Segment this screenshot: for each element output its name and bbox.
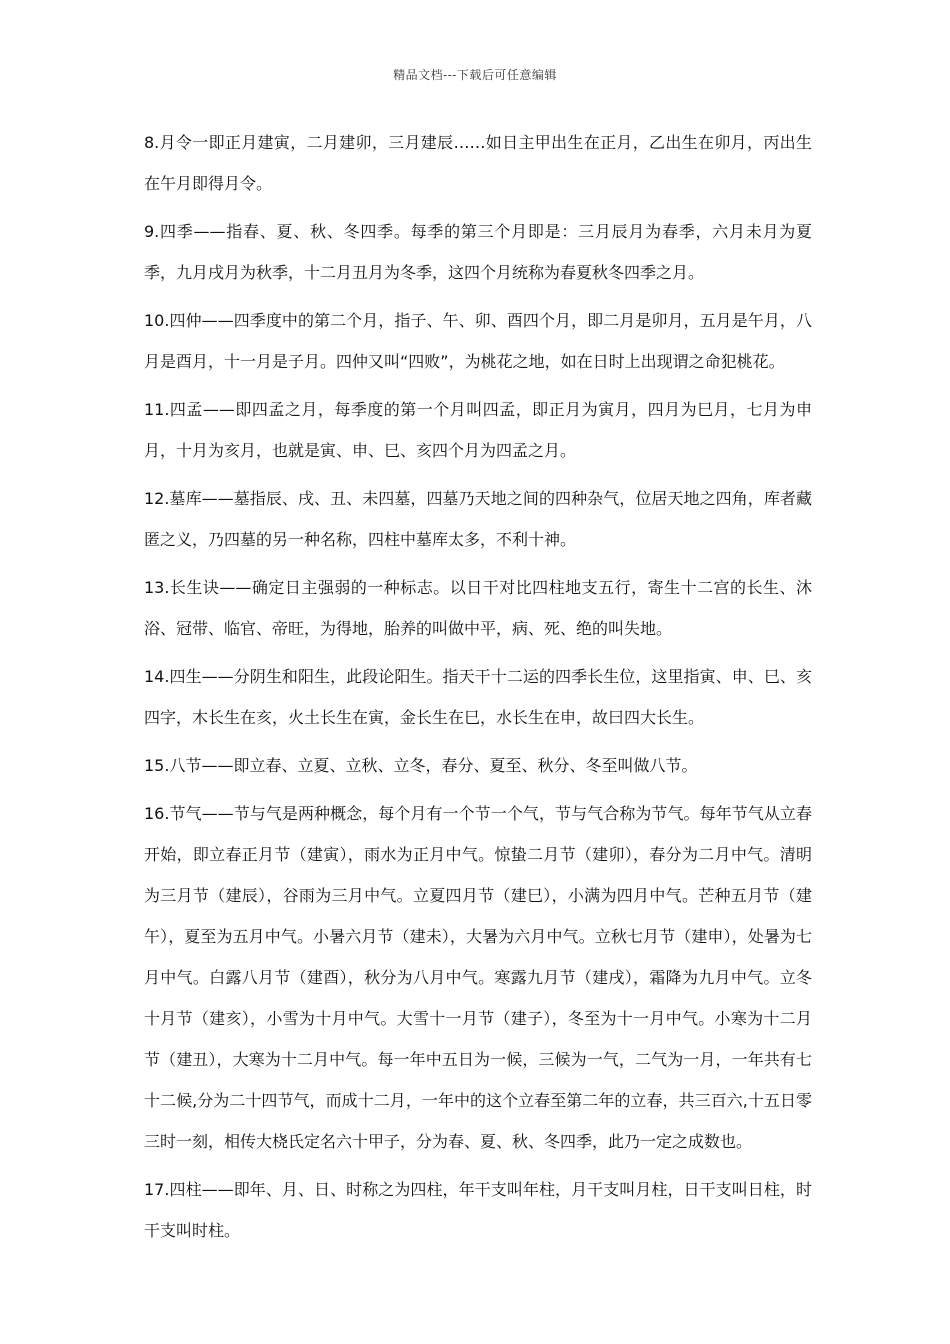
entry-17-sizhu: 17.四柱——即年、月、日、时称之为四柱，年干支叫年柱，月干支叫月柱，日干支叫日柱，时干支叫时柱。 <box>144 1180 812 1240</box>
entry-8-yueling: 8.月令一即正月建寅，二月建卯，三月建辰……如日主甲出生在正月，乙出生在卯月，丙出生在午月即得月令。 <box>144 133 812 193</box>
entry-13-changshengjue: 13.长生诀——确定日主强弱的一种标志。以日干对比四柱地支五行，寄生十二宫的长生、沐浴、冠带、临官、帝旺，为得地，胎养的叫做中平，病、死、绝的叫失地。 <box>144 578 812 638</box>
page-header: 精品文档---下载后可任意编辑 <box>393 68 557 82</box>
document-body <box>144 122 812 1258</box>
entry-11-simeng: 11.四孟——即四孟之月，每季度的第一个月叫四孟，即正月为寅月，四月为巳月，七月为申月，十月为亥月，也就是寅、申、巳、亥四个月为四孟之月。 <box>144 400 812 460</box>
entry-15-bajie: 15.八节——即立春、立夏、立秋、立冬，春分、夏至、秋分、冬至叫做八节。 <box>144 756 698 775</box>
entry-16-jieqi: 16.节气——节与气是两种概念，每个月有一个节一个气，节与气合称为节气。每年节气从立春开始，即立春正月节（建寅），雨水为正月中气。惊蛰二月节（建卯），春分为二月中气。清明为三月节（建辰），谷雨为三月中气。立夏四月节（建巳），小满为四月中气。芒种五月节（建午），夏至为五月中气。小暑六月节（建未），大暑为六月中气。立秋七月节（建申），处暑为七月中气。白露八月节（建酉），秋分为八月中气。寒露九月节（建戌），霜降为九月中气。立冬十月节（建亥），小雪为十月中气。大雪十一月节（建子），冬至为十一月中气。小寒为十二月节（建丑），大寒为十二月中气。每一年中五日为一候，三候为一气，二气为一月，一年共有七十二候,分为二十四节气，而成十二月，一年中的这个立春至第二年的立春，共三百六,十五日零三时一刻，相传大桡氏定名六十甲子，分为春、夏、秋、冬四季，此乃一定之成数也。 <box>144 804 812 1151</box>
entry-12-muku: 12.墓库——墓指辰、戌、丑、未四墓，四墓乃天地之间的四种杂气，位居天地之四角，库者藏匿之义，乃四墓的另一种名称，四柱中墓库太多，不利十神。 <box>144 489 812 549</box>
entry-9-siji: 9.四季——指春、夏、秋、冬四季。每季的第三个月即是：三月辰月为春季，六月未月为夏季，九月戌月为秋季，十二月丑月为冬季，这四个月统称为春夏秋冬四季之月。 <box>144 222 812 282</box>
entry-10-sizhong: 10.四仲——四季度中的第二个月，指子、午、卯、酉四个月，即二月是卯月，五月是午月，八月是酉月，十一月是子月。四仲又叫“四败”，为桃花之地，如在日时上出现谓之命犯桃花。 <box>144 311 812 371</box>
entry-14-sisheng: 14.四生——分阴生和阳生，此段论阳生。指天干十二运的四季长生位，这里指寅、申、巳、亥四字，木长生在亥，火土长生在寅，金长生在巳，水长生在申，故曰四大长生。 <box>144 667 812 727</box>
